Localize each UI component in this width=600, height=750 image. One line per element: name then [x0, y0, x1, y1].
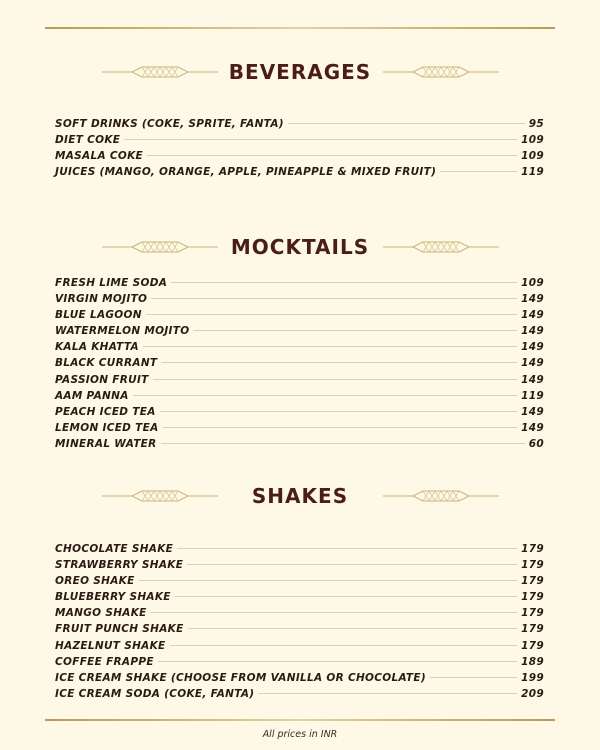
item-price: 189 [521, 655, 544, 668]
ornament-right-icon [383, 65, 499, 79]
dotted-leader [161, 443, 525, 444]
section-header-shakes [0, 481, 600, 511]
item-price: 179 [521, 607, 544, 620]
shakes-list [55, 543, 544, 704]
item-price: 149 [521, 405, 544, 418]
dotted-leader [151, 298, 517, 299]
item-price: 179 [521, 591, 544, 604]
dotted-leader [163, 427, 518, 428]
dotted-leader [147, 155, 517, 156]
dotted-leader [288, 123, 525, 124]
item-name: JUICES (MANGO, ORANGE, APPLE, PINEAPPLE & MIXED FRUIT) [55, 166, 437, 179]
item-name: FRESH LIME SODA [55, 277, 168, 289]
list-item [55, 357, 544, 373]
ornament-right-icon [383, 489, 499, 503]
dotted-leader [143, 346, 517, 347]
dotted-leader [139, 580, 518, 581]
list-item [55, 166, 544, 182]
item-name: OREO SHAKE [55, 575, 135, 588]
item-price: 149 [521, 421, 544, 434]
item-price: 179 [521, 575, 544, 588]
bottom-divider [45, 719, 555, 721]
item-name: MASALA COKE [55, 150, 143, 163]
list-item [55, 623, 544, 639]
item-name: STRAWBERRY SHAKE [55, 559, 184, 572]
section-header-mocktails [0, 232, 600, 262]
item-name: MANGO SHAKE [55, 607, 147, 620]
item-name: LEMON ICED TEA [55, 421, 159, 434]
item-price: 149 [521, 309, 544, 322]
item-name: BLUE LAGOON [55, 309, 142, 322]
item-price: 179 [521, 543, 544, 555]
list-item [55, 325, 544, 341]
dotted-leader [160, 411, 518, 412]
dotted-leader [188, 628, 518, 629]
dotted-leader [146, 314, 517, 315]
item-price: 199 [521, 671, 544, 684]
dotted-leader [193, 330, 517, 331]
list-item [55, 390, 544, 406]
item-name: PEACH ICED TEA [55, 405, 156, 418]
item-price: 179 [521, 623, 544, 636]
footer-note: All prices in INR [262, 729, 338, 740]
top-divider [45, 27, 555, 29]
item-price: 149 [521, 357, 544, 370]
list-item [55, 134, 544, 150]
list-item [55, 672, 544, 688]
section-title-mocktails: MOCKTAILS [230, 235, 370, 259]
item-price: 119 [521, 389, 544, 402]
item-name: PASSION FRUIT [55, 373, 149, 386]
dotted-leader [177, 548, 517, 549]
dotted-leader [158, 661, 517, 662]
item-name: ICE CREAM SODA (COKE, FANTA) [55, 687, 255, 700]
dotted-leader [153, 379, 518, 380]
dotted-leader [187, 564, 517, 565]
item-price: 149 [521, 325, 544, 338]
item-price: 209 [521, 687, 544, 700]
list-item [55, 688, 544, 704]
list-item [55, 640, 544, 656]
item-name: AAM PANNA [55, 389, 129, 402]
beverages-list [55, 118, 544, 182]
item-name: CHOCOLATE SHAKE [55, 543, 174, 555]
item-name: KALA KHATTA [55, 341, 139, 354]
list-item [55, 438, 544, 454]
item-price: 95 [528, 118, 544, 130]
list-item [55, 309, 544, 325]
item-price: 109 [521, 134, 544, 147]
list-item [55, 293, 544, 309]
item-price: 149 [521, 373, 544, 386]
mocktails-list [55, 277, 544, 454]
dotted-leader [133, 395, 518, 396]
list-item [55, 374, 544, 390]
item-price: 179 [521, 639, 544, 652]
dotted-leader [175, 596, 517, 597]
list-item [55, 277, 544, 293]
item-name: BLUEBERRY SHAKE [55, 591, 171, 604]
section-header-beverages [0, 57, 600, 87]
dotted-leader [151, 612, 518, 613]
list-item [55, 559, 544, 575]
list-item [55, 607, 544, 623]
list-item [55, 591, 544, 607]
item-name: MINERAL WATER [55, 437, 157, 450]
item-name: SOFT DRINKS (COKE, SPRITE, FANTA) [55, 118, 284, 130]
ornament-right-icon [383, 240, 499, 254]
item-name: BLACK CURRANT [55, 357, 158, 370]
item-price: 149 [521, 341, 544, 354]
item-price: 60 [528, 437, 544, 450]
dotted-leader [170, 645, 518, 646]
list-item [55, 543, 544, 559]
item-name: VIRGIN MOJITO [55, 293, 148, 306]
list-item [55, 422, 544, 438]
section-title-beverages: BEVERAGES [228, 60, 372, 84]
list-item [55, 150, 544, 166]
item-price: 109 [521, 277, 544, 289]
list-item [55, 118, 544, 134]
dotted-leader [440, 171, 517, 172]
dotted-leader [124, 139, 517, 140]
item-price: 119 [521, 166, 544, 179]
item-name: DIET COKE [55, 134, 121, 147]
dotted-leader [430, 677, 517, 678]
item-price: 179 [521, 559, 544, 572]
list-item [55, 656, 544, 672]
item-name: FRUIT PUNCH SHAKE [55, 623, 184, 636]
item-name: HAZELNUT SHAKE [55, 639, 166, 652]
dotted-leader [258, 693, 517, 694]
item-name: COFFEE FRAPPE [55, 655, 154, 668]
item-price: 149 [521, 293, 544, 306]
item-name: ICE CREAM SHAKE (CHOOSE FROM VANILLA OR CHOCOLATE) [55, 671, 426, 684]
list-item [55, 406, 544, 422]
item-name: WATERMELON MOJITO [55, 325, 190, 338]
dotted-leader [161, 362, 517, 363]
section-title-shakes: SHAKES [251, 484, 349, 508]
list-item [55, 341, 544, 357]
item-price: 109 [521, 150, 544, 163]
dotted-leader [171, 282, 517, 283]
list-item [55, 575, 544, 591]
